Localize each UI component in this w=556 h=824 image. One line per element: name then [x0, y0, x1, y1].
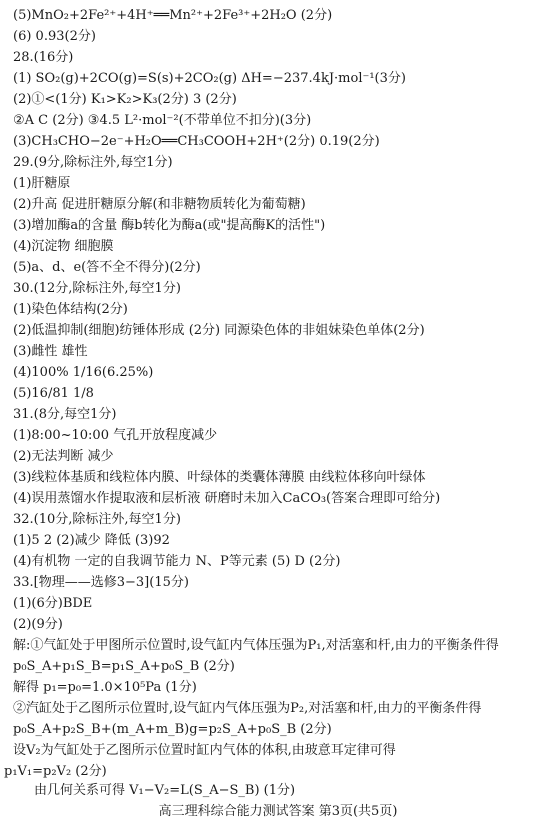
answer-line: 29.(9分,除标注外,每空1分) — [13, 155, 173, 170]
answer-line: ②汽缸处于乙图所示位置时,设气缸内气体压强为P₂,对活塞和杆,由力的平衡条件得 — [13, 701, 482, 716]
answer-line: (2)①<(1分) K₁>K₂>K₃(2分) 3 (2分) — [13, 92, 237, 107]
answer-line: (3)CH₃CHO−2e⁻+H₂O══CH₃COOH+2H⁺(2分) 0.19(2分) — [13, 134, 380, 149]
answer-line: 33.[物理——选修3−3](15分) — [13, 575, 189, 590]
page-footer: 高三理科综合能力测试答案 第3页(共5页) — [158, 804, 398, 819]
answer-line: (1)染色体结构(2分) — [13, 302, 128, 317]
answer-line: (2)无法判断 减少 — [13, 449, 114, 464]
answer-line: (2)(9分) — [13, 617, 63, 632]
answer-line: p₀S_A+p₂S_B+(m_A+m_B)g=p₂S_A+p₀S_B (2分) — [13, 722, 332, 737]
answer-line: (2)低温抑制(细胞)纺锤体形成 (2分) 同源染色体的非姐妹染色单体(2分) — [13, 323, 425, 338]
answer-line: (1) SO₂(g)+2CO(g)=S(s)+2CO₂(g) ΔH=−237.4kJ·mol⁻¹(3分) — [13, 71, 406, 86]
answer-line: 30.(12分,除标注外,每空1分) — [13, 281, 181, 296]
answer-line: (5)MnO₂+2Fe²⁺+4H⁺══Mn²⁺+2Fe³⁺+2H₂O (2分) — [13, 8, 333, 23]
answer-line: 32.(10分,除标注外,每空1分) — [13, 512, 181, 527]
answer-line: 28.(16分) — [13, 50, 74, 65]
answer-line: (4)沉淀物 细胞膜 — [13, 239, 114, 254]
answer-line: ②A C (2分) ③4.5 L²·mol⁻²(不带单位不扣分)(3分) — [13, 113, 312, 128]
answer-line: 解:①气缸处于甲图所示位置时,设气缸内气体压强为P₁,对活塞和杆,由力的平衡条件得 — [13, 638, 499, 653]
answer-line: 解得 p₁=p₀=1.0×10⁵Pa (1分) — [13, 680, 197, 695]
answer-line: (1)(6分)BDE — [13, 596, 93, 611]
answer-line: (3)线粒体基质和线粒体内膜、叶绿体的类囊体薄膜 由线粒体移向叶绿体 — [13, 470, 426, 485]
answer-line: 31.(8分,每空1分) — [13, 407, 117, 422]
answer-line: (5)16/81 1/8 — [13, 386, 94, 401]
answer-line: (4)有机物 一定的自我调节能力 N、P等元素 (5) D (2分) — [13, 554, 341, 569]
answer-line: (5)a、d、e(答不全不得分)(2分) — [13, 260, 201, 275]
answer-line: (6) 0.93(2分) — [13, 29, 96, 44]
answer-line: 由几何关系可得 V₁−V₂=L(S_A−S_B) (1分) — [34, 783, 296, 798]
answer-line: (3)雌性 雄性 — [13, 344, 88, 359]
answer-line: p₁V₁=p₂V₂ (2分) — [4, 764, 107, 779]
answer-line: 设V₂为气缸处于乙图所示位置时缸内气体的体积,由玻意耳定律可得 — [13, 743, 396, 758]
answer-line: (1)5 2 (2)减少 降低 (3)92 — [13, 533, 170, 548]
answer-line: p₀S_A+p₁S_B=p₁S_A+p₀S_B (2分) — [13, 659, 235, 674]
answer-line: (3)增加酶a的含量 酶b转化为酶a(或"提高酶K的活性") — [13, 218, 326, 233]
answer-line: (2)升高 促进肝糖原分解(和非糖物质转化为葡萄糖) — [13, 197, 306, 212]
answer-line: (4)误用蒸馏水作提取液和层析液 研磨时未加入CaCO₃(答案合理即可给分) — [13, 491, 441, 506]
answer-line: (4)100% 1/16(6.25%) — [13, 365, 154, 380]
answer-line: (1)8:00~10:00 气孔开放程度减少 — [13, 428, 218, 443]
answer-line: (1)肝糖原 — [13, 176, 71, 191]
